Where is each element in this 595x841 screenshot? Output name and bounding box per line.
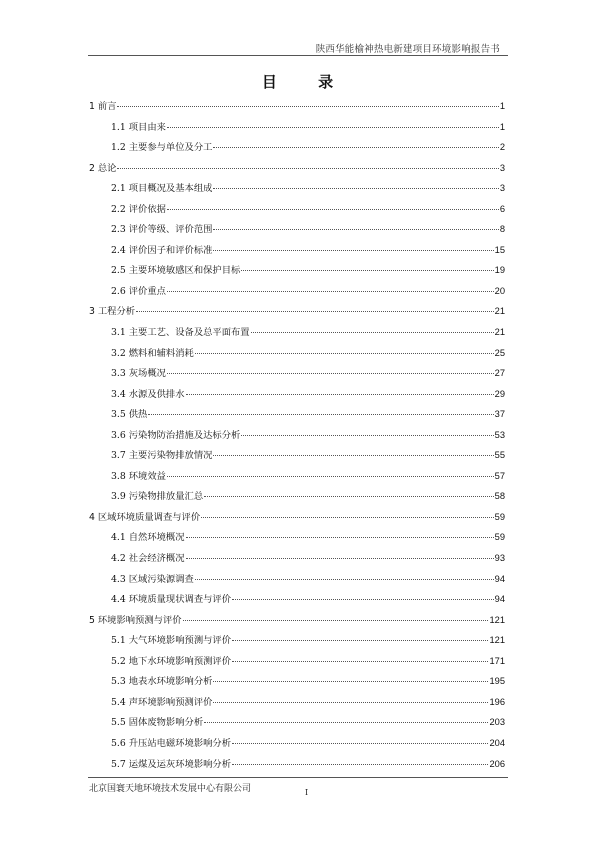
toc-entry-page-number: 21 bbox=[494, 327, 505, 338]
toc-section-entry[interactable] bbox=[89, 281, 505, 302]
header-divider bbox=[88, 55, 508, 56]
toc-entry-label: 3.9 污染物排放量汇总 bbox=[111, 491, 204, 503]
toc-entry-page-number: 1 bbox=[499, 121, 505, 132]
toc-entry-page-number: 25 bbox=[494, 347, 505, 358]
dot-leader bbox=[204, 722, 488, 723]
toc-entry-page-number: 2 bbox=[499, 142, 505, 153]
toc-entry-label: 4.3 区域污染源调查 bbox=[111, 573, 194, 585]
toc-section-entry[interactable] bbox=[89, 343, 505, 364]
toc-entry-page-number: 27 bbox=[494, 368, 505, 379]
toc-section-entry[interactable] bbox=[89, 733, 505, 754]
toc-entry-label: 1 前言 bbox=[89, 101, 117, 112]
toc-entry-label: 4.2 社会经济概况 bbox=[111, 553, 185, 565]
toc-chapter-entry[interactable] bbox=[89, 96, 505, 117]
toc-section-entry[interactable] bbox=[89, 178, 505, 199]
toc-entry-label: 3.4 水源及供排水 bbox=[111, 388, 185, 400]
toc-section-entry[interactable] bbox=[89, 630, 505, 651]
toc-section-entry[interactable] bbox=[89, 486, 505, 507]
toc-section-entry[interactable] bbox=[89, 425, 505, 446]
toc-entry-page-number: 121 bbox=[489, 635, 505, 646]
dot-leader bbox=[186, 558, 494, 559]
dot-leader bbox=[167, 291, 494, 292]
toc-section-entry[interactable] bbox=[89, 363, 505, 384]
toc-section-entry[interactable] bbox=[89, 260, 505, 281]
toc-entry-page-number: 3 bbox=[499, 183, 505, 194]
toc-entry-page-number: 204 bbox=[489, 737, 505, 748]
toc-entry-label: 3.6 污染物防治措施及达标分析 bbox=[111, 429, 241, 441]
toc-entry-label: 3.7 主要污染物排放情况 bbox=[111, 450, 213, 462]
toc-entry-page-number: 94 bbox=[494, 573, 505, 584]
toc-entry-label: 2.4 评价因子和评价标准 bbox=[111, 244, 213, 256]
dot-leader bbox=[167, 209, 499, 210]
toc-entry-label: 3.1 主要工艺、设备及总平面布置 bbox=[111, 327, 250, 339]
toc-entry-label: 5.2 地下水环境影响预测评价 bbox=[111, 655, 232, 667]
dot-leader bbox=[232, 640, 488, 641]
toc-entry-label: 4 区域环境质量调查与评价 bbox=[89, 511, 201, 523]
toc-entry-page-number: 93 bbox=[494, 553, 505, 564]
toc-section-entry[interactable] bbox=[89, 589, 505, 610]
footer-company: 北京国寰天地环境技术发展中心有限公司 bbox=[89, 784, 252, 794]
dot-leader bbox=[201, 517, 494, 518]
footer-page-number: I bbox=[305, 788, 309, 797]
toc-entry-page-number: 37 bbox=[494, 409, 505, 420]
dot-leader bbox=[213, 188, 498, 189]
toc-entry-page-number: 58 bbox=[494, 491, 505, 502]
toc-section-entry[interactable] bbox=[89, 219, 505, 240]
toc-entry-page-number: 29 bbox=[494, 388, 505, 399]
dot-leader bbox=[117, 168, 498, 169]
dot-leader bbox=[117, 106, 498, 107]
toc-section-entry[interactable] bbox=[89, 445, 505, 466]
toc-section-entry[interactable] bbox=[89, 651, 505, 672]
toc-entry-label: 2.1 项目概况及基本组成 bbox=[111, 183, 213, 195]
header-text: 陕西华能榆神热电新建项目环境影响报告书 bbox=[315, 44, 500, 55]
dot-leader bbox=[232, 599, 494, 600]
dot-leader bbox=[186, 537, 494, 538]
toc-entry-label: 5.7 运煤及运灰环境影响分析 bbox=[111, 758, 232, 770]
toc-entry-page-number: 6 bbox=[499, 203, 505, 214]
toc-section-entry[interactable] bbox=[89, 466, 505, 487]
toc-entry-label: 5.1 大气环境影响预测与评价 bbox=[111, 635, 232, 647]
dot-leader bbox=[183, 620, 489, 621]
toc-section-entry[interactable] bbox=[89, 322, 505, 343]
toc-chapter-entry[interactable] bbox=[89, 158, 505, 179]
table-of-contents bbox=[89, 96, 505, 774]
toc-entry-label: 1.1 项目由来 bbox=[111, 121, 166, 133]
dot-leader bbox=[232, 661, 488, 662]
toc-entry-label: 3 工程分析 bbox=[89, 306, 136, 318]
dot-leader bbox=[167, 476, 494, 477]
toc-entry-label: 2.6 评价重点 bbox=[111, 285, 166, 297]
toc-section-entry[interactable] bbox=[89, 548, 505, 569]
toc-section-entry[interactable] bbox=[89, 671, 505, 692]
toc-section-entry[interactable] bbox=[89, 199, 505, 220]
toc-entry-page-number: 203 bbox=[489, 717, 505, 728]
dot-leader bbox=[213, 250, 493, 251]
dot-leader bbox=[195, 353, 494, 354]
dot-leader bbox=[213, 229, 498, 230]
toc-entry-label: 4.4 环境质量现状调查与评价 bbox=[111, 594, 232, 606]
toc-entry-label: 2.2 评价依据 bbox=[111, 203, 166, 215]
toc-entry-label: 1.2 主要参与单位及分工 bbox=[111, 142, 213, 154]
toc-entry-page-number: 1 bbox=[499, 101, 505, 111]
toc-entry-page-number: 195 bbox=[489, 676, 505, 687]
toc-section-entry[interactable] bbox=[89, 569, 505, 590]
toc-entry-page-number: 21 bbox=[494, 306, 505, 317]
toc-section-entry[interactable] bbox=[89, 404, 505, 425]
dot-leader bbox=[148, 414, 493, 415]
toc-entry-page-number: 8 bbox=[499, 224, 505, 235]
toc-entry-page-number: 57 bbox=[494, 470, 505, 481]
toc-entry-page-number: 55 bbox=[494, 450, 505, 461]
toc-entry-label: 3.2 燃料和辅料消耗 bbox=[111, 347, 194, 359]
dot-leader bbox=[167, 127, 499, 128]
dot-leader bbox=[213, 702, 488, 703]
dot-leader bbox=[195, 579, 494, 580]
toc-entry-label: 2.5 主要环境敏感区和保护目标 bbox=[111, 265, 241, 277]
toc-section-entry[interactable] bbox=[89, 137, 505, 158]
dot-leader bbox=[232, 743, 488, 744]
toc-chapter-entry[interactable] bbox=[89, 301, 505, 322]
toc-entry-page-number: 19 bbox=[494, 265, 505, 276]
toc-entry-page-number: 59 bbox=[494, 511, 505, 522]
toc-chapter-entry[interactable] bbox=[89, 507, 505, 528]
toc-entry-page-number: 20 bbox=[494, 285, 505, 296]
dot-leader bbox=[213, 147, 498, 148]
toc-entry-label: 2.3 评价等级、评价范围 bbox=[111, 224, 213, 236]
toc-section-entry[interactable] bbox=[89, 692, 505, 713]
toc-entry-label: 5.6 升压站电磁环境影响分析 bbox=[111, 737, 232, 749]
toc-section-entry[interactable] bbox=[89, 240, 505, 261]
toc-entry-page-number: 53 bbox=[494, 429, 505, 440]
toc-entry-page-number: 171 bbox=[489, 655, 505, 666]
toc-entry-page-number: 94 bbox=[494, 594, 505, 605]
dot-leader bbox=[251, 332, 494, 333]
toc-entry-page-number: 59 bbox=[494, 532, 505, 543]
toc-entry-label: 3.8 环境效益 bbox=[111, 470, 166, 482]
toc-entry-page-number: 206 bbox=[489, 758, 505, 769]
toc-section-entry[interactable] bbox=[89, 527, 505, 548]
toc-entry-label: 3.3 灰场概况 bbox=[111, 368, 166, 380]
toc-section-entry[interactable] bbox=[89, 754, 505, 775]
dot-leader bbox=[167, 373, 494, 374]
dot-leader bbox=[213, 681, 488, 682]
toc-entry-label: 3.5 供热 bbox=[111, 409, 148, 421]
dot-leader bbox=[136, 311, 494, 312]
footer-divider bbox=[88, 777, 508, 778]
dot-leader bbox=[213, 455, 493, 456]
toc-title: 目 录 bbox=[261, 73, 352, 91]
toc-chapter-entry[interactable] bbox=[89, 610, 505, 631]
toc-section-entry[interactable] bbox=[89, 384, 505, 405]
toc-entry-label: 4.1 自然环境概况 bbox=[111, 532, 185, 544]
dot-leader bbox=[241, 270, 493, 271]
toc-section-entry[interactable] bbox=[89, 712, 505, 733]
toc-section-entry[interactable] bbox=[89, 117, 505, 138]
dot-leader bbox=[241, 435, 493, 436]
toc-entry-page-number: 15 bbox=[494, 244, 505, 255]
toc-entry-label: 5.5 固体废物影响分析 bbox=[111, 717, 204, 729]
toc-entry-label: 2 总论 bbox=[89, 162, 117, 174]
toc-entry-label: 5.4 声环境影响预测评价 bbox=[111, 696, 213, 708]
toc-entry-label: 5 环境影响预测与评价 bbox=[89, 614, 182, 626]
toc-entry-label: 5.3 地表水环境影响分析 bbox=[111, 676, 213, 688]
toc-entry-page-number: 196 bbox=[489, 696, 505, 707]
dot-leader bbox=[204, 496, 494, 497]
toc-entry-page-number: 121 bbox=[489, 614, 505, 625]
dot-leader bbox=[186, 394, 494, 395]
toc-entry-page-number: 3 bbox=[499, 162, 505, 173]
dot-leader bbox=[232, 764, 488, 765]
